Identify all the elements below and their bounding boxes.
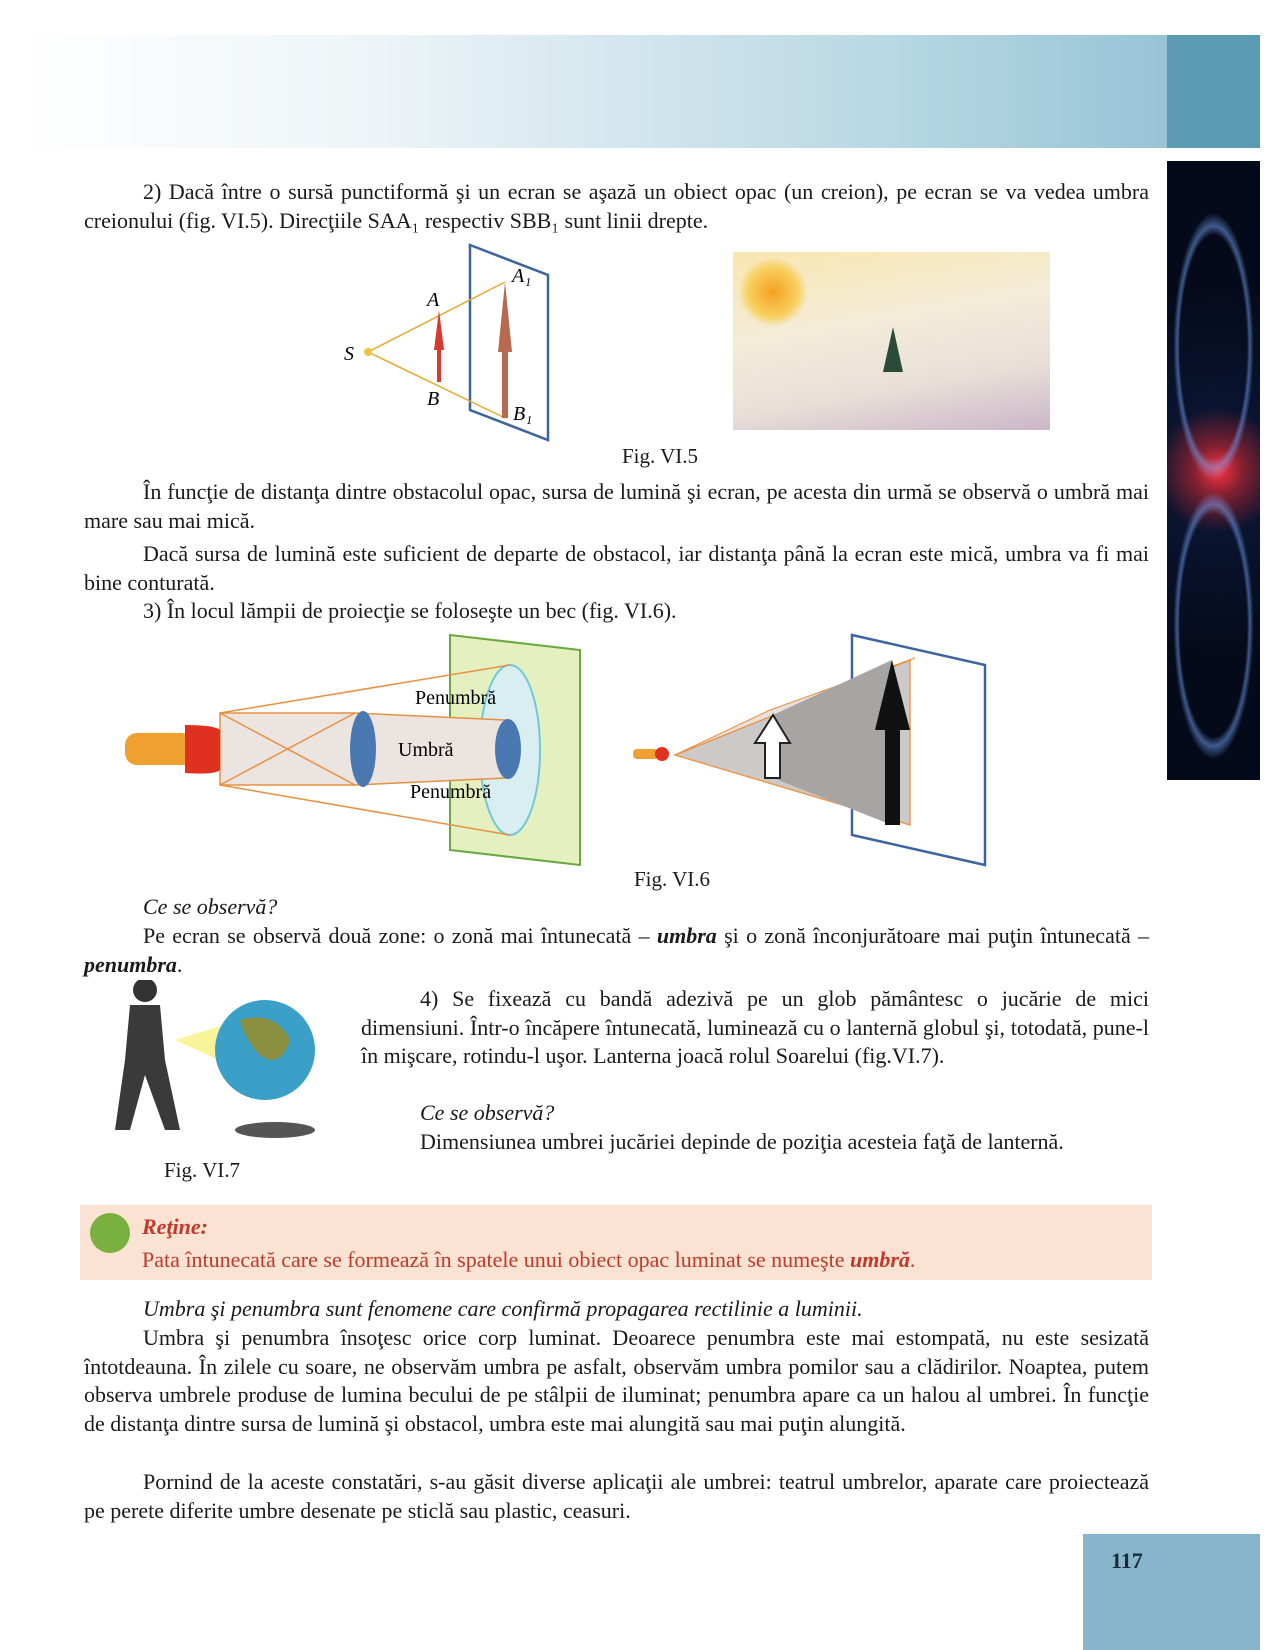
shadow-arrow [498,282,512,418]
page-number-box [1083,1534,1260,1650]
svg-text:Umbră: Umbră [398,739,454,761]
person-icon [133,980,157,1002]
sun-icon [738,257,808,327]
bulb-icon [633,749,658,759]
fig-6-caption: Fig. VI.6 [634,867,711,891]
svg-text:A₁: A₁ [512,265,532,287]
side-atom-image [1167,161,1260,780]
question-2: Ce se observă? [420,1100,555,1125]
owl-mascot-icon [90,1213,130,1253]
fig-5-caption: Fig. VI.5 [622,444,699,468]
paragraph-9: Umbra şi penumbra însoţesc orice corp luminat. Deoarece penumbra este mai estompată, nu este sesizată întotdeauna. În zilele cu soare, ne observăm umbra pe asfalt, observăm umbra pomilor sau a clădirilor. Noaptea, putem observa umbrele produse de lumina becului de pe stâlpii de iluminat; penumbra apare ca un halou al umbrei. În funcţie de distanţa dintre sursa de lumină şi obstacol, umbra este mai alungită sau mai puţin alungită. [84,1325,1149,1436]
fig-6-flashlight-diagram [120,630,590,870]
paragraph-10: Pornind de la aceste constatări, s-au găsit diverse aplicaţii ale umbrei: teatrul umbrelor, aparate care proiectează pe perete diferite umbre desenate pe sticlă sau plastic, ceasuri. [84,1469,1149,1523]
retine-box [80,1205,1152,1280]
point-source [364,348,372,356]
fig-6-bulb-diagram [630,630,990,870]
fig-7-drawing [90,980,330,1150]
paragraph-5: Pe ecran se observă două zone: o zonă mai întunecată – umbra şi o zonă înconjurătoare mai puţin întunecată – penumbra. [84,923,1149,977]
flashlight-icon [125,733,195,765]
question-1: Ce se observă? [143,894,278,919]
retine-title: Reţine: [142,1214,208,1239]
paragraph-4: 3) În locul lămpii de proiecţie se foloseşte un bec (fig. VI.6). [143,598,677,623]
page-number: 117 [1111,1548,1143,1573]
svg-text:A: A [427,289,440,311]
object-arrow [434,310,444,382]
paragraph-7: Dimensiunea umbrei jucăriei depinde de poziţia acesteia faţă de lanternă. [420,1129,1064,1154]
paragraph-1: 2) Dacă între o sursă punctiformă şi un ecran se aşază un obiect opac (un creion), pe ecran se va vedea umbra creionului (fig. VI.5). Direcţiile SAA₁ respectiv SBB₁ sunt linii drepte. [84,179,1149,233]
paragraph-8: Umbra şi penumbra sunt fenomene care confirmă propagarea rectilinie a luminii. [143,1296,863,1321]
fig-5-drawing [733,252,1050,430]
header-band [16,35,1167,148]
svg-text:Penumbră: Penumbră [410,781,492,803]
fig-5-diagram [330,240,560,445]
header-tab [1167,35,1260,148]
svg-text:S: S [344,343,354,365]
paragraph-6: 4) Se fixează cu bandă adezivă pe un glob pământesc o jucărie de mici dimensiuni. Într-o încăpere întunecată, luminează cu o lanternă globul şi, totodată, pune-l în mişcare, rotindu-l uşor. Lanterna joacă rolul Soarelui (fig.VI.7). [361,986,1149,1068]
paragraph-2: În funcţie de distanţa dintre obstacolul opac, sursa de lumină şi ecran, pe acesta din urmă se observă o umbră mai mare sau mai mică. [84,479,1149,533]
svg-text:B₁: B₁ [513,403,533,425]
tree-icon [883,327,903,372]
paragraph-3: Dacă sursa de lumină este suficient de departe de obstacol, iar distanţa până la ecran este mică, umbra va fi mai bine conturată. [84,541,1149,595]
svg-text:B: B [427,388,440,410]
svg-text:Penumbră: Penumbră [415,687,497,709]
retine-text: Pata întunecată care se formează în spatele unui obiect opac luminat se numeşte umbră. [142,1247,916,1272]
fig-7-caption: Fig. VI.7 [164,1158,241,1182]
